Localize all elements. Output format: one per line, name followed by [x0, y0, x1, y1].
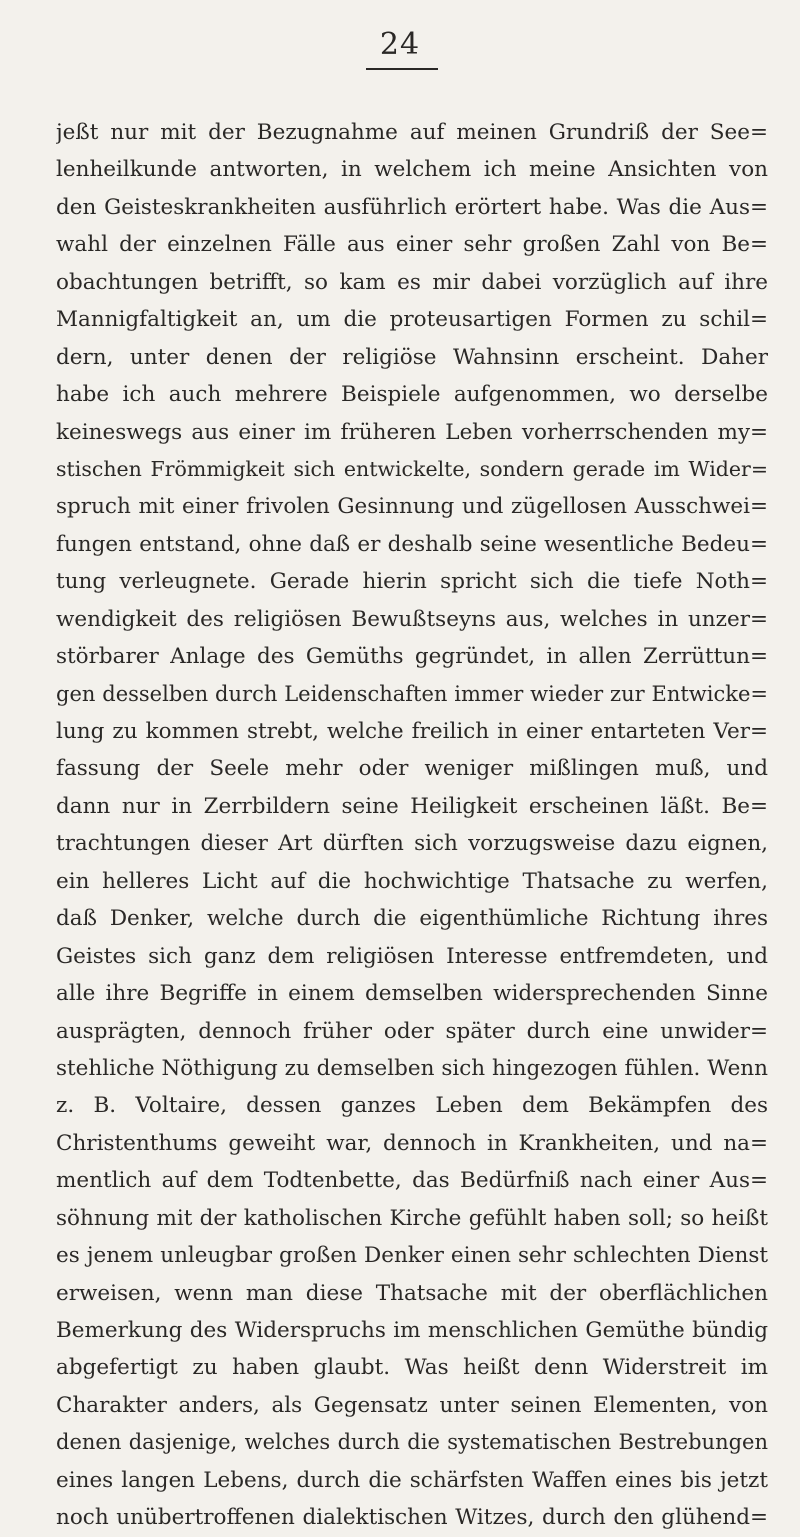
page-number: 24 — [379, 27, 421, 62]
text-line: eines langen Lebens, durch die schärfsten Waffen eines bis jetzt — [56, 1467, 768, 1493]
text-line: denen dasjenige, welches durch die systematischen Bestrebungen — [56, 1430, 768, 1455]
text-line: spruch mit einer frivolen Gesinnung und zügellosen Ausschwei= — [56, 494, 768, 520]
text-line: tung verleugnete. Gerade hierin spricht sich die tiefe Noth= — [56, 569, 768, 595]
text-line: z. B. Voltaire, dessen ganzes Leben dem Bekämpfen des — [56, 1093, 768, 1119]
text-line: erweisen, wenn man diese Thatsache mit der oberflächlichen — [56, 1280, 768, 1306]
text-line: abgefertigt zu haben glaubt. Was heißt denn Widerstreit im — [56, 1355, 768, 1381]
text-line: jeßt nur mit der Bezugnahme auf meinen Grundriß der See= — [56, 120, 768, 145]
text-line: mentlich auf dem Todtenbette, das Bedürfniß nach einer Aus= — [56, 1168, 768, 1194]
text-line: wahl der einzelnen Fälle aus einer sehr großen Zahl von Be= — [56, 232, 768, 258]
text-line: habe ich auch mehrere Beispiele aufgenommen, wo derselbe — [56, 382, 768, 408]
text-line: Bemerkung des Widerspruchs im menschlichen Gemüthe bündig — [56, 1318, 768, 1343]
text-line: Charakter anders, als Gegensatz unter seinen Elementen, von — [56, 1392, 768, 1418]
text-line: trachtungen dieser Art dürften sich vorzugsweise dazu eignen, — [56, 831, 768, 857]
text-line: es jenem unleugbar großen Denker einen sehr schlechten Dienst — [56, 1243, 768, 1269]
text-line: Mannigfaltigkeit an, um die proteusartigen Formen zu schil= — [56, 307, 768, 333]
text-line: daß Denker, welche durch die eigenthümliche Richtung ihres — [56, 906, 768, 932]
text-line: den Geisteskrankheiten ausführlich erörtert habe. Was die Aus= — [56, 194, 768, 220]
text-line: stehliche Nöthigung zu demselben sich hingezogen fühlen. Wenn — [56, 1055, 768, 1081]
text-line: fassung der Seele mehr oder weniger mißlingen muß, und — [56, 756, 768, 782]
text-line: noch unübertroffenen dialektischen Witzes, durch den glühend= — [56, 1505, 768, 1531]
text-line: Christenthums geweiht war, dennoch in Krankheiten, und na= — [56, 1130, 768, 1156]
text-line: obachtungen betrifft, so kam es mir dabei vorzüglich auf ihre — [56, 269, 768, 295]
text-line: ausprägten, dennoch früher oder später durch eine unwider= — [56, 1018, 768, 1044]
page-number-rule — [366, 68, 438, 70]
text-line: dann nur in Zerrbildern seine Heiligkeit erscheinen läßt. Be= — [56, 793, 768, 819]
text-line: dern, unter denen der religiöse Wahnsinn erscheint. Daher — [56, 344, 768, 370]
text-line: stischen Frömmigkeit sich entwickelte, sondern gerade im Wider= — [56, 456, 768, 481]
text-line: fungen entstand, ohne daß er deshalb seine wesentliche Bedeu= — [56, 531, 768, 557]
text-line: lenheilkunde antworten, in welchem ich meine Ansichten von — [56, 157, 768, 183]
text-line: keineswegs aus einer im früheren Leben vorherrschenden my= — [56, 419, 768, 445]
text-line: alle ihre Begriffe in einem demselben widersprechenden Sinne — [56, 981, 768, 1007]
text-line: wendigkeit des religiösen Bewußtseyns aus, welches in unzer= — [56, 606, 768, 632]
text-line: lung zu kommen strebt, welche freilich in einer entarteten Ver= — [56, 719, 768, 744]
text-line: Geistes sich ganz dem religiösen Interesse entfremdeten, und — [56, 943, 768, 969]
text-line: störbarer Anlage des Gemüths gegründet, in allen Zerrüttun= — [56, 644, 768, 670]
body-text — [56, 114, 768, 1537]
text-line: söhnung mit der katholischen Kirche gefühlt haben soll; so heißt — [56, 1205, 768, 1231]
text-line: gen desselben durch Leidenschaften immer wieder zur Entwicke= — [56, 681, 768, 706]
text-line: ein helleres Licht auf die hochwichtige Thatsache zu werfen, — [56, 868, 768, 894]
